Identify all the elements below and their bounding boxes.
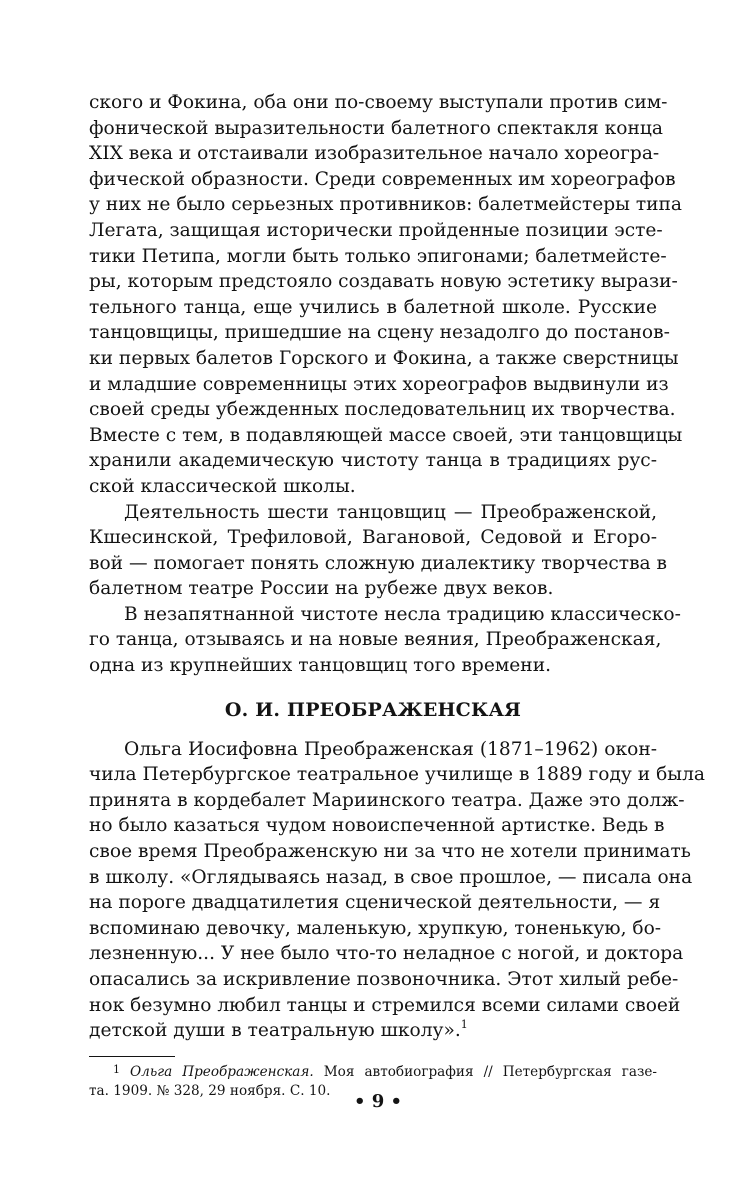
page-number: • 9 • [353, 1091, 403, 1112]
text-line: свое время Преображенскую ни за что не хотели принимать [89, 841, 691, 863]
book-page [89, 90, 705, 1101]
text-line: фической образности. Среди современных им хореографов [89, 168, 676, 190]
text-line: хранили академическую чистоту танца в традициях рус- [89, 450, 657, 472]
text-line: принята в кордебалет Мариинского театра. Даже это долж- [89, 789, 685, 811]
text-line: тики Петипа, могли быть только эпигонами; балетмейсте- [89, 245, 667, 267]
text-line: нок безумно любил танцы и стремился всеми силами своей [89, 994, 681, 1016]
footnote-divider [89, 1056, 175, 1057]
text-line: чила Петербургское театральное училище в 1889 году и была [89, 764, 705, 786]
text-line: В незапятнанной чистоте несла традицию классическо- [124, 603, 681, 625]
text-line: в школу. «Оглядываясь назад, в свое прошлое, — писала она [89, 866, 693, 888]
paragraph-continued [89, 90, 683, 500]
text-line: XIX века и отстаивали изобразительное начало хореогра- [89, 143, 660, 165]
text-line: лезненную... У нее было что-то неладное с ногой, и доктора [89, 943, 684, 965]
text-line: ского и Фокина, оба они по-своему выступали против сим- [89, 92, 668, 113]
footnote-line: та. 1909. № 328, 29 ноября. С. 10. [89, 1082, 331, 1099]
text-line: Деятельность шести танцовщиц — Преображенской, [124, 501, 657, 523]
text-line: у них не было серьезных противников: балетмейстеры типа [89, 194, 683, 216]
text-line: опасались за искривление позвоночника. Этот хилый ребе- [89, 969, 679, 990]
paragraph-biography [89, 737, 705, 1044]
footnote-reference[interactable]: 1 [460, 1018, 468, 1032]
text-line: на пороге двадцатилетия сценической деятельности, — я [89, 892, 661, 914]
section-heading: О. И. ПРЕОБРАЖЕНСКАЯ [224, 698, 522, 721]
text-line: го танца, отзываясь и на новые веяния, Преображенская, [89, 629, 662, 651]
text-line: ской классической школы. [89, 475, 356, 497]
text-line: ки первых балетов Горского и Фокина, а также сверстницы [89, 347, 679, 369]
text-line-with-footnote [89, 1018, 657, 1044]
paragraph-preobrazhenskaya-intro [89, 602, 681, 679]
text-line: Легата, защищая исторически пройденные позиции эсте- [89, 219, 663, 241]
text-line: своей среды убежденных последовательниц их творчества. [89, 399, 676, 421]
text-line: Ольга Иосифовна Преображенская (1871–1962) окон- [124, 738, 657, 760]
footnote-number: 1 [113, 1062, 120, 1076]
footnote-source: Моя автобиография // Петербургская газе- [313, 1063, 658, 1080]
text-line: одна из крупнейших танцовщиц того времени. [89, 655, 551, 677]
footnote-line [89, 1063, 657, 1082]
text-line: но было казаться чудом новоиспеченной артистке. Ведь в [89, 815, 665, 837]
text-line: детской души в театральную школу». [89, 1020, 461, 1042]
text-line: ры, которым предстояло создавать новую эстетику вырази- [89, 271, 678, 293]
text-line: танцовщицы, пришедшие на сцену незадолго до постанов- [89, 322, 670, 344]
text-line: вспоминаю девочку, маленькую, хрупкую, тоненькую, бо- [89, 917, 662, 939]
text-line: Вместе с тем, в подавляющей массе своей, эти танцовщицы [89, 424, 683, 446]
text-line: вой — помогает понять сложную диалектику творчества в [89, 552, 668, 574]
text-line: балетном театре России на рубеже двух веков. [89, 578, 554, 600]
text-line: Кшесинской, Трефиловой, Вагановой, Седовой и Егоро- [89, 527, 657, 549]
text-line: фонической выразительности балетного спектакля конца [89, 117, 663, 139]
paragraph-dancers [89, 500, 668, 602]
text-line: тельного танца, еще учились в балетной школе. Русские [89, 296, 657, 318]
footnote-author: Ольга Преображенская. [130, 1063, 314, 1080]
text-line: и младшие современницы этих хореографов выдвинули из [89, 373, 669, 395]
